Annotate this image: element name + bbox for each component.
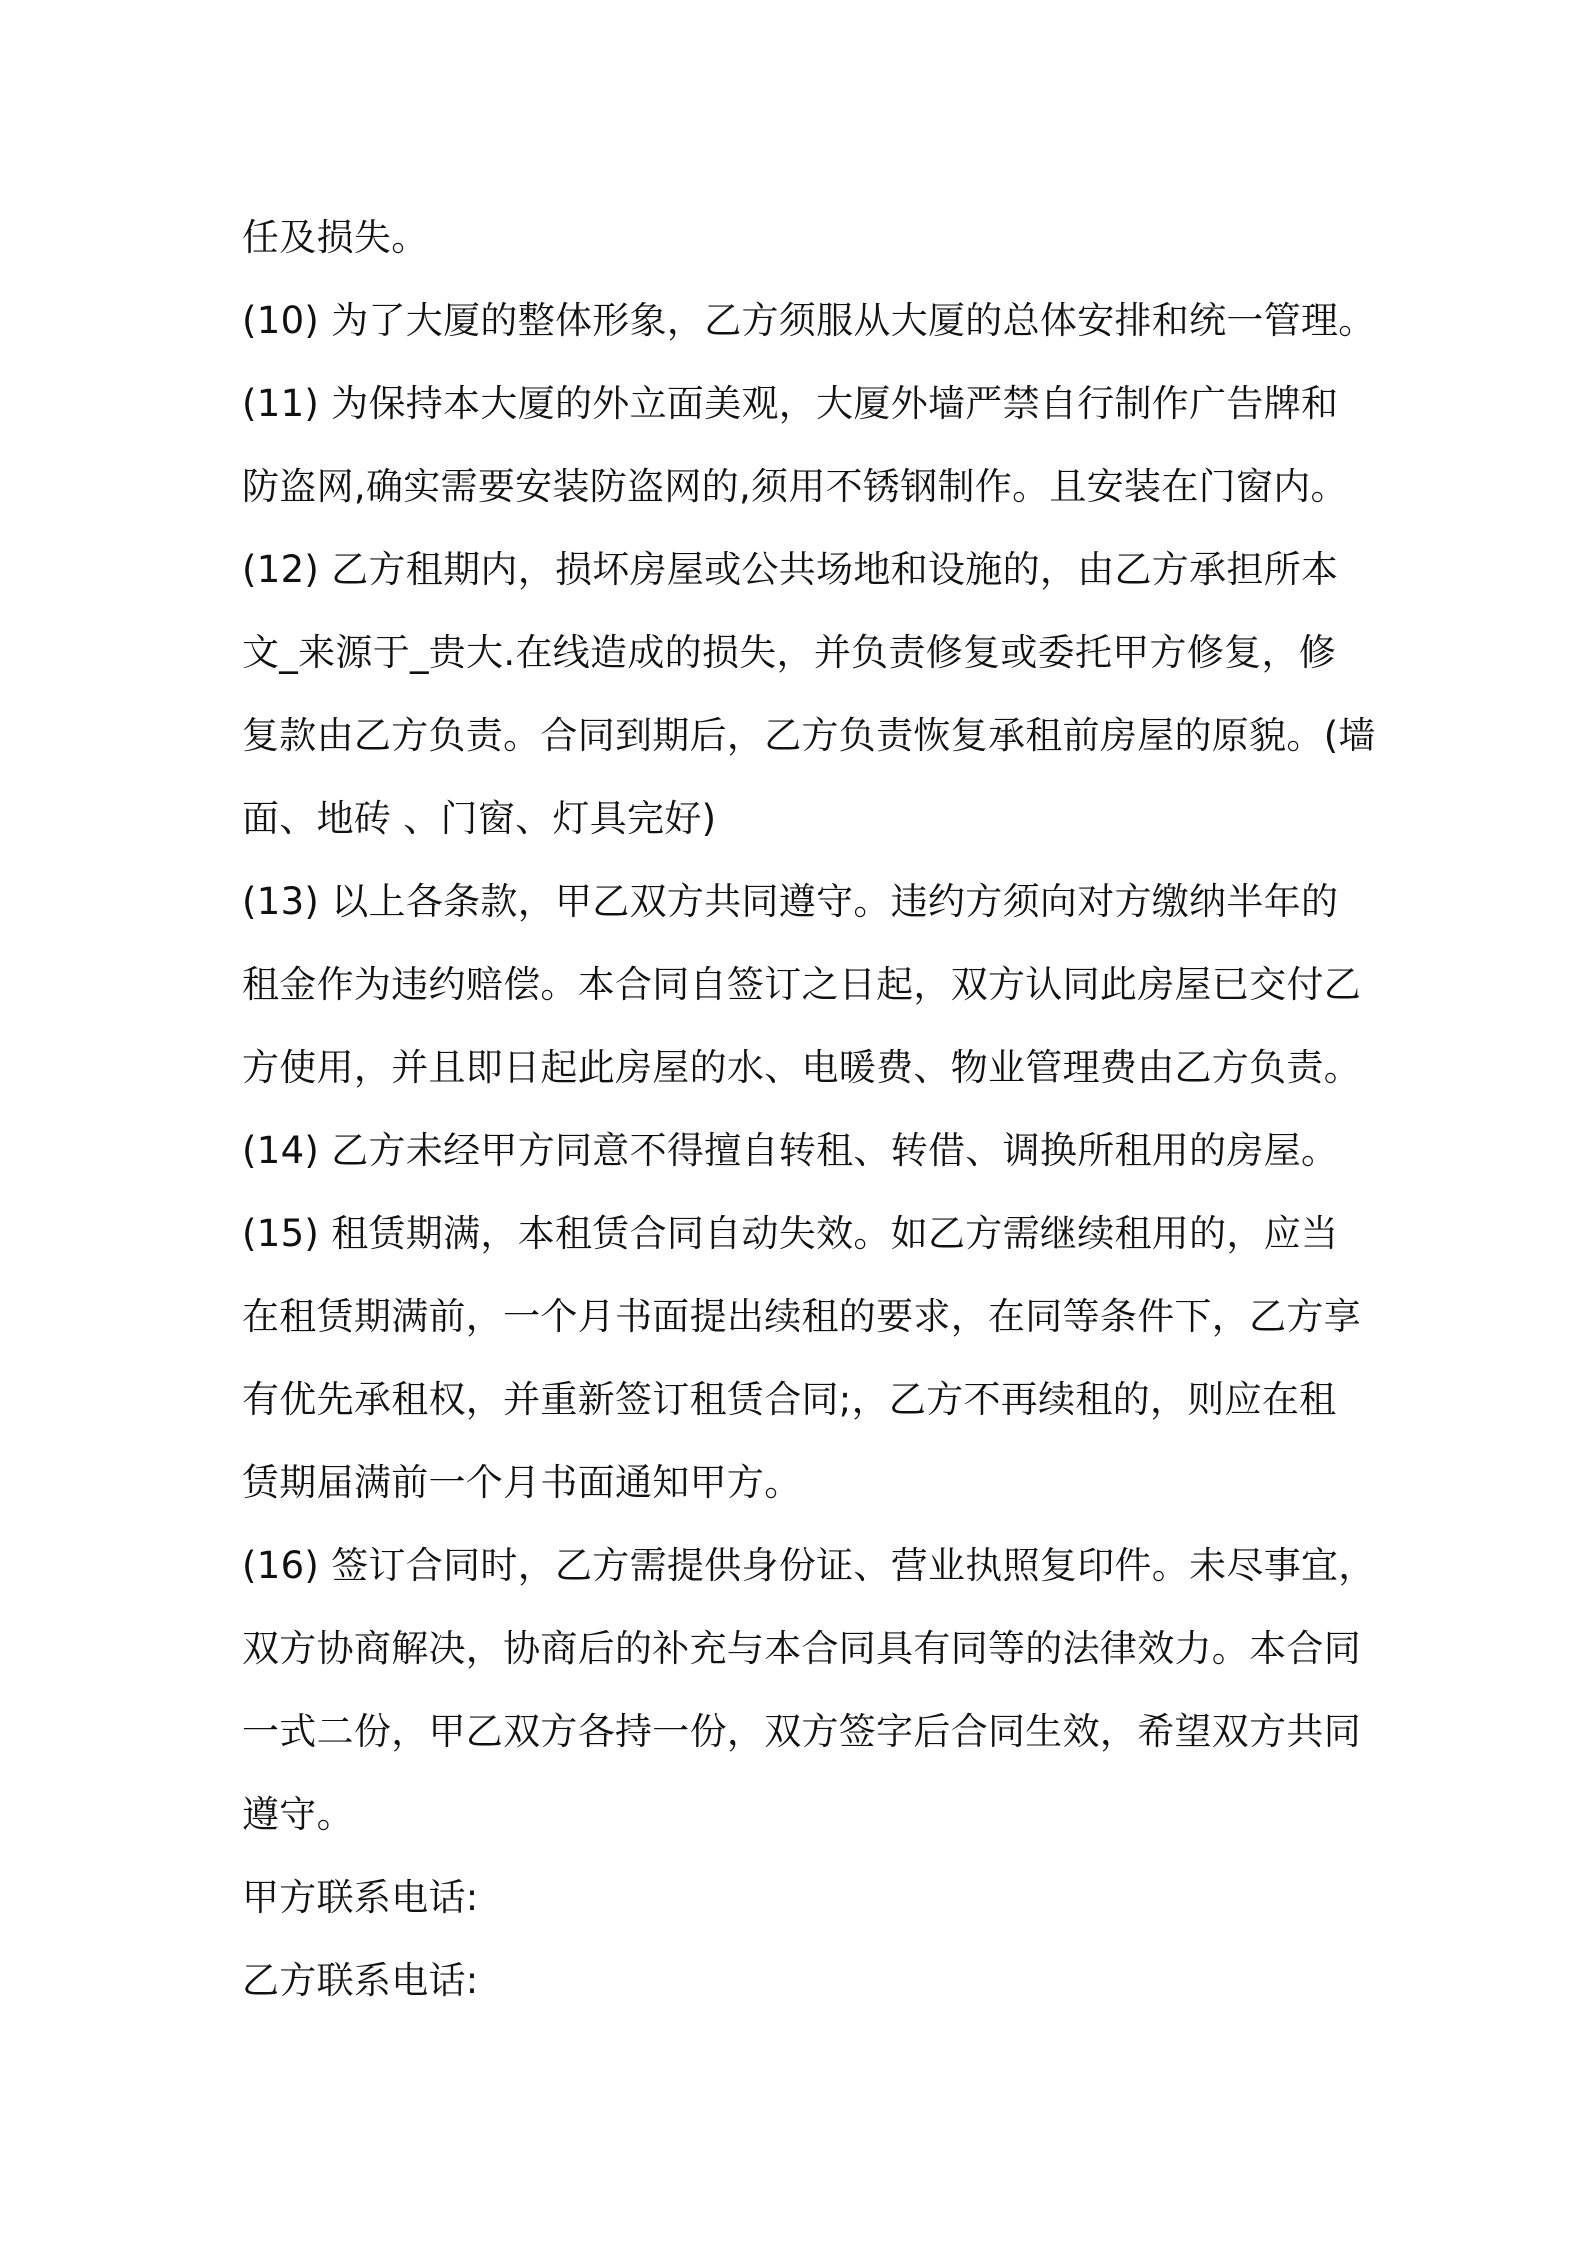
clause-10: (10) 为了大厦的整体形象，乙方须服从大厦的总体安排和统一管理。	[242, 299, 1376, 342]
party-a-phone-label: 甲方联系电话:	[242, 1876, 479, 1919]
text-line: 双方协商解决，协商后的补充与本合同具有同等的法律效力。本合同	[242, 1627, 1361, 1670]
text-line: 面、地砖 、门窗、灯具完好)	[242, 797, 717, 840]
text-line: 方使用，并且即日起此房屋的水、电暖费、物业管理费由乙方负责。	[242, 1046, 1361, 1089]
party-b-phone-label: 乙方联系电话:	[242, 1959, 479, 2002]
text-line: 在租赁期满前，一个月书面提出续租的要求，在同等条件下，乙方享	[242, 1295, 1361, 1338]
clause-12: (12) 乙方租期内，损坏房屋或公共场地和设施的，由乙方承担所本	[242, 548, 1339, 591]
clause-11: (11) 为保持本大厦的外立面美观，大厦外墙严禁自行制作广告牌和	[242, 382, 1339, 425]
text-line: 有优先承租权，并重新签订租赁合同;，乙方不再续租的，则应在租	[242, 1378, 1337, 1421]
clause-16: (16) 签订合同时，乙方需提供身份证、营业执照复印件。未尽事宜，	[242, 1544, 1376, 1587]
clause-15: (15) 租赁期满，本租赁合同自动失效。如乙方需继续租用的，应当	[242, 1212, 1339, 1255]
text-line: 复款由乙方负责。合同到期后，乙方负责恢复承租前房屋的原貌。(墙	[242, 714, 1376, 757]
text-line: 赁期届满前一个月书面通知甲方。	[242, 1461, 802, 1504]
text-line: 遵守。	[242, 1793, 354, 1836]
text-line: 防盗网,确实需要安装防盗网的,须用不锈钢制作。且安装在门窗内。	[242, 465, 1348, 508]
text-line: 一式二份，甲乙双方各持一份，双方签字后合同生效，希望双方共同	[242, 1710, 1361, 1753]
text-line: 任及损失。	[242, 216, 429, 259]
text-line: 租金作为违约赔偿。本合同自签订之日起，双方认同此房屋已交付乙	[242, 963, 1361, 1006]
contract-body	[242, 196, 1376, 2022]
text-line: 文_来源于_贵大.在线造成的损失，并负责修复或委托甲方修复，修	[242, 631, 1337, 674]
clause-13: (13) 以上各条款，甲乙双方共同遵守。违约方须向对方缴纳半年的	[242, 880, 1339, 923]
clause-14: (14) 乙方未经甲方同意不得擅自转租、转借、调换所租用的房屋。	[242, 1129, 1339, 1172]
